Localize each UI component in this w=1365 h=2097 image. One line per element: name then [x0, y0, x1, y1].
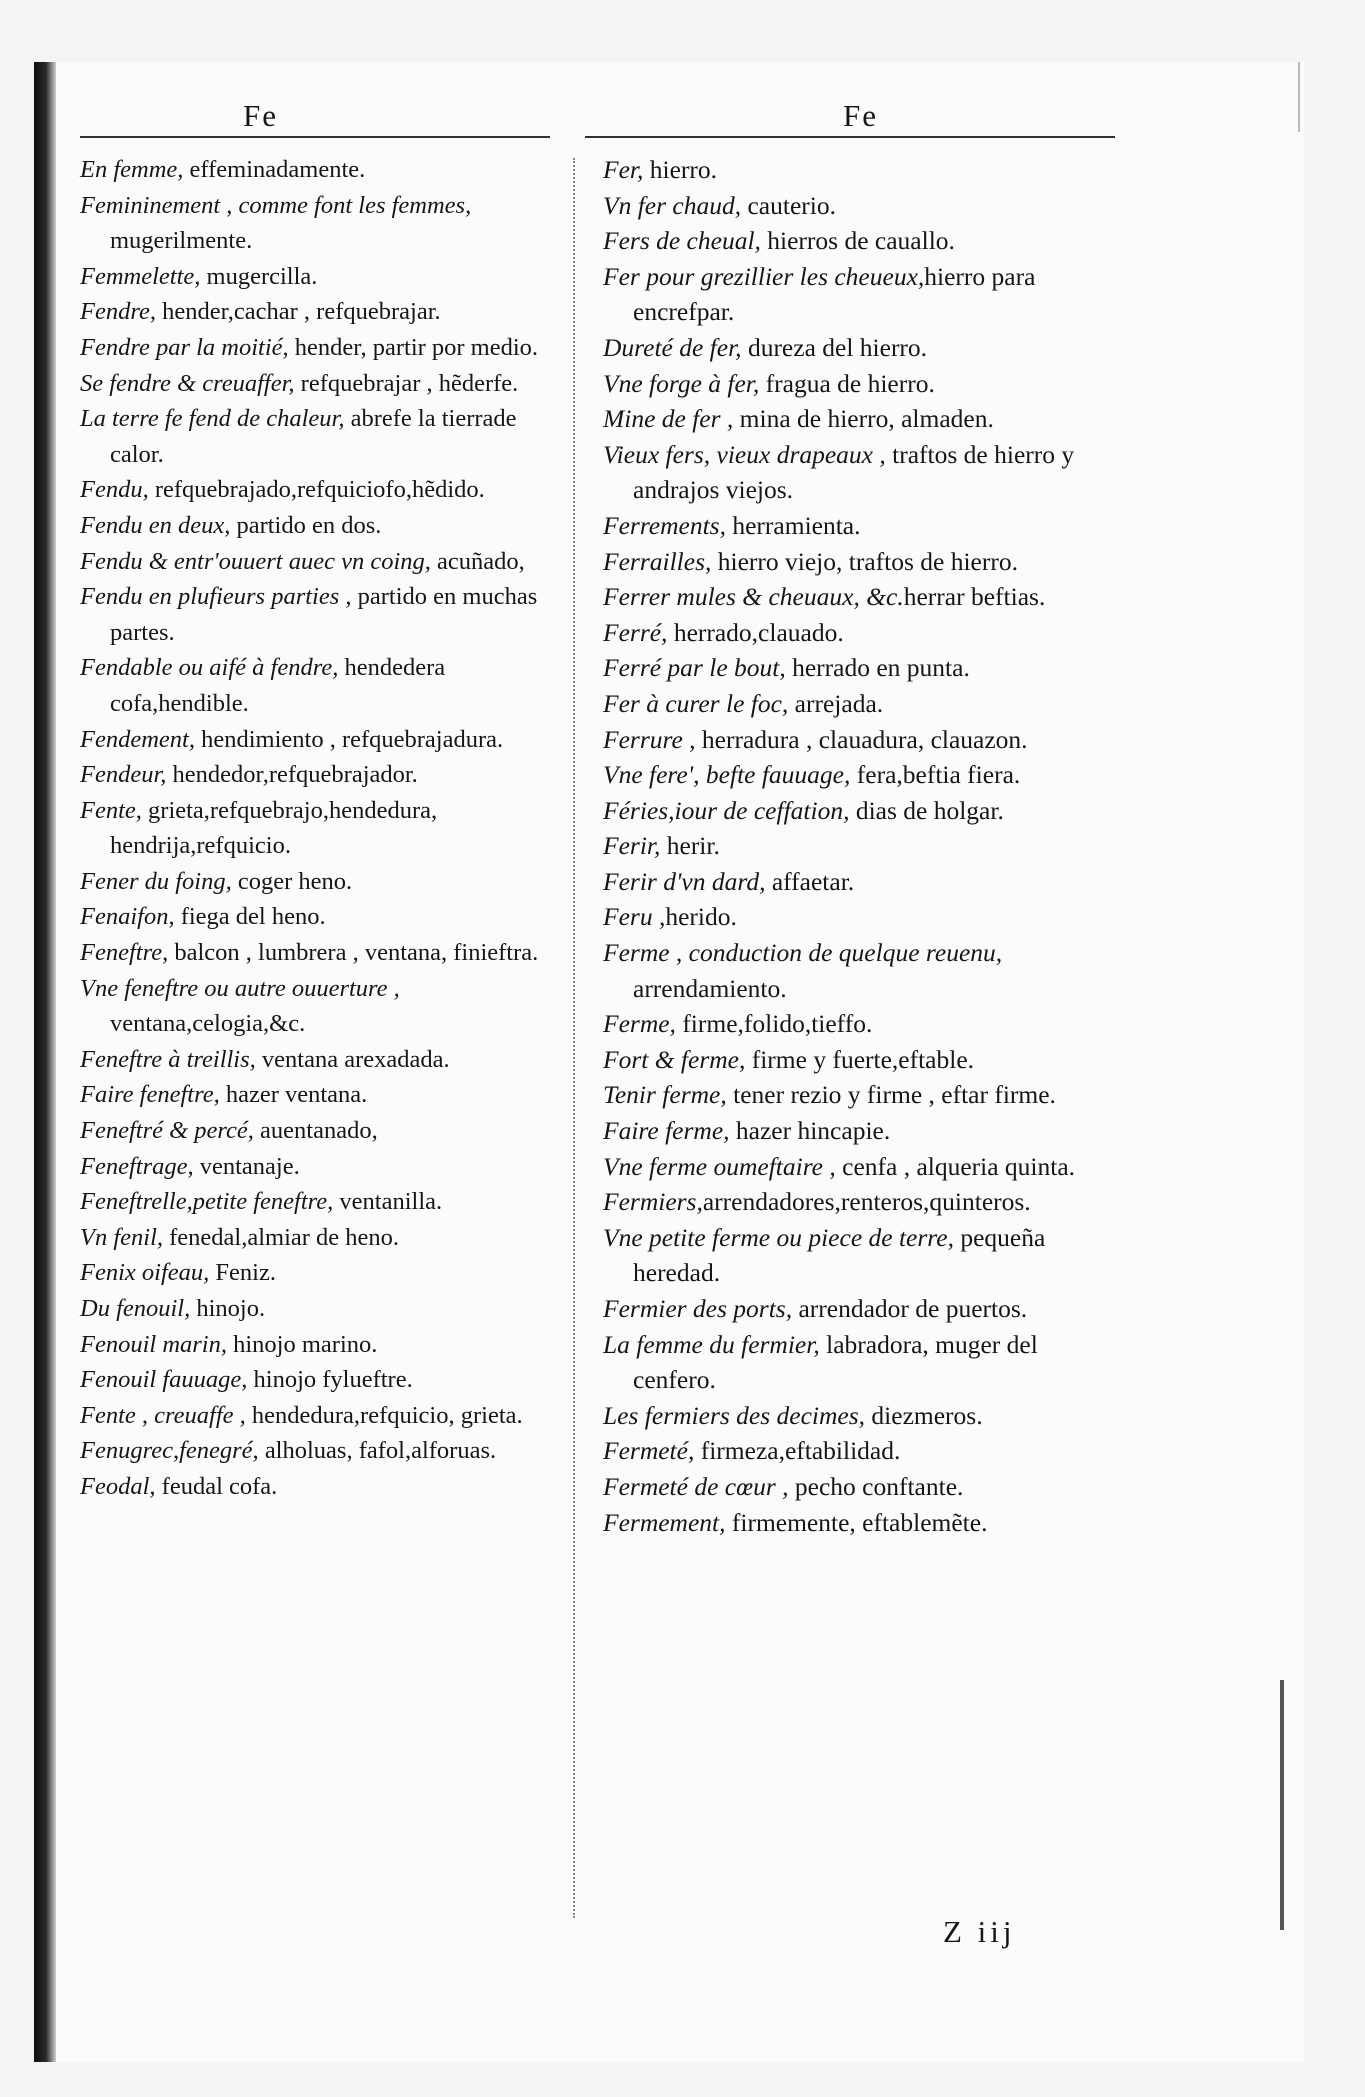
dictionary-entry: [80, 935, 545, 971]
entry-headword: Fendement,: [80, 725, 195, 753]
dictionary-entry: [603, 401, 1123, 437]
entry-gloss: herrado en punta.: [785, 653, 970, 683]
dictionary-entry: [80, 330, 545, 366]
entry-gloss: coger heno.: [231, 867, 353, 895]
dictionary-entry: [80, 259, 545, 295]
dictionary-entry: [80, 1149, 545, 1185]
book-binding-shadow: [34, 62, 56, 2062]
entry-headword: Vn fer chaud,: [603, 190, 742, 220]
entry-headword: Feneftre à treillis,: [80, 1045, 256, 1073]
dictionary-entry: [80, 1042, 545, 1078]
entry-gloss: mina de hierro, almaden.: [733, 404, 994, 434]
dictionary-entry: [80, 1220, 545, 1256]
entry-headword: Fendu & entr'ouuert auec vn coing,: [80, 547, 431, 575]
dictionary-entry: [603, 1077, 1123, 1113]
entry-headword: Ferrailles,: [603, 546, 712, 576]
dictionary-entry: [80, 366, 545, 402]
entry-gloss: ventana,celogia,&c.: [110, 1010, 306, 1038]
dictionary-entry: [603, 508, 1123, 544]
entry-gloss: hinojo marino.: [227, 1330, 378, 1358]
entry-headword: Ferré,: [603, 617, 668, 647]
entry-headword: Dureté de fer,: [603, 332, 742, 362]
entry-gloss: diezmeros.: [865, 1400, 983, 1430]
entry-headword: Fenouil marin,: [80, 1330, 227, 1358]
entry-gloss: fiega del heno.: [174, 903, 326, 931]
dictionary-entry: [603, 1149, 1123, 1185]
entry-gloss: hierro para encrefpar.: [633, 261, 1036, 327]
dictionary-entry: [603, 1327, 1123, 1398]
entry-gloss: ventana arexadada.: [255, 1045, 450, 1073]
entry-gloss: labradora, muger del cenfero.: [633, 1329, 1038, 1395]
entry-headword: Fermement,: [603, 1507, 726, 1537]
entry-headword: Ferrements,: [603, 510, 726, 540]
dictionary-entry: [603, 152, 1123, 188]
entry-headword: Fenix oifeau,: [80, 1259, 210, 1287]
entry-gloss: affaetar.: [765, 866, 855, 896]
dictionary-entry: [603, 615, 1123, 651]
dictionary-entry: [603, 722, 1123, 758]
entry-headword: Vn fenil,: [80, 1223, 164, 1251]
entry-gloss: hendedura,refquicio, grieta.: [245, 1401, 523, 1429]
entry-headword: Fers de cheual,: [603, 226, 761, 256]
dictionary-column-left: [80, 152, 545, 1505]
header-rule-right: [585, 136, 1115, 138]
dictionary-entry: [80, 722, 545, 758]
entry-gloss: ventanaje.: [193, 1152, 300, 1180]
entry-headword: Fente , creuaffe ,: [80, 1401, 246, 1429]
entry-headword: Ferme,: [603, 1009, 676, 1039]
page-edge-mark-top: [1298, 62, 1300, 132]
entry-gloss: effeminadamente.: [183, 156, 366, 183]
entry-gloss: feudal cofa.: [155, 1472, 278, 1500]
entry-gloss: mugercilla.: [200, 262, 318, 290]
signature-mark: Z iij: [943, 1914, 1016, 1949]
entry-headword: Fer,: [603, 155, 644, 184]
header-rule-left: [80, 136, 550, 138]
running-header-right: Fe: [843, 98, 878, 133]
dictionary-entry: [80, 1291, 545, 1327]
entry-gloss: hendedor,refquebrajador.: [166, 761, 418, 789]
entry-gloss: herido.: [665, 902, 737, 932]
entry-gloss: hierro.: [643, 155, 718, 184]
entry-gloss: auentanado,: [253, 1117, 378, 1145]
entry-gloss: herramienta.: [725, 510, 861, 540]
dictionary-entry: [603, 330, 1123, 366]
dictionary-column-right: [603, 152, 1123, 1540]
entry-headword: Ferir,: [603, 831, 661, 861]
dictionary-entry: [80, 1398, 545, 1434]
entry-headword: Fendu en plufieurs parties ,: [80, 583, 352, 611]
entry-headword: Ferrure ,: [603, 724, 696, 754]
entry-gloss: refquebrajar , hẽderfe.: [294, 369, 519, 397]
entry-headword: Feneftre,: [80, 939, 169, 967]
entry-gloss: balcon , lumbrera , ventana, finieftra.: [168, 939, 539, 967]
dictionary-entry: [80, 757, 545, 793]
dictionary-entry: [80, 864, 545, 900]
entry-gloss: ventanilla.: [333, 1188, 443, 1216]
entry-gloss: hender, partir por medio.: [288, 333, 539, 361]
entry-gloss: firmemente, eftablemẽte.: [725, 1507, 988, 1537]
entry-headword: Fenaifon,: [80, 903, 175, 931]
entry-headword: Vne ferme oumeftaire ,: [603, 1151, 836, 1181]
entry-headword: Fermier des ports,: [603, 1294, 793, 1323]
dictionary-entry: [603, 686, 1123, 722]
entry-headword: Feodal,: [80, 1472, 156, 1500]
entry-gloss: fenedal,almiar de heno.: [163, 1223, 400, 1251]
dictionary-entry: [603, 366, 1123, 402]
entry-headword: Fort & ferme,: [603, 1044, 746, 1074]
entry-gloss: refquebrajado,refquiciofo,hẽdido.: [148, 476, 485, 504]
entry-headword: Fer pour grezillier les cheueux,: [603, 261, 925, 291]
entry-headword: Vne forge à fer,: [603, 368, 760, 398]
entry-gloss: herrar beftias.: [903, 582, 1046, 612]
entry-gloss: hender,cachar , refquebrajar.: [155, 298, 441, 326]
entry-gloss: mugerilmente.: [110, 227, 253, 255]
dictionary-entry: [80, 1433, 545, 1469]
entry-gloss: alholuas, fafol,alforuas.: [258, 1437, 497, 1465]
entry-headword: Vne feneftre ou autre ouuerture ,: [80, 974, 400, 1002]
dictionary-entry: [603, 579, 1123, 615]
entry-headword: Feru ,: [603, 902, 666, 932]
entry-gloss: arrendador de puertos.: [792, 1294, 1028, 1323]
entry-headword: Fendeur,: [80, 761, 167, 789]
dictionary-entry: [80, 472, 545, 508]
entry-headword: La femme du fermier,: [603, 1329, 820, 1359]
dictionary-entry: [80, 1077, 545, 1113]
entry-gloss: hazer hincapie.: [729, 1116, 891, 1146]
entry-headword: Fermeté de cœur ,: [603, 1471, 789, 1501]
entry-headword: Ferir d'vn dard,: [603, 866, 766, 896]
entry-gloss: hendimiento , refquebrajadura.: [194, 725, 504, 753]
entry-headword: Feneftré & percé,: [80, 1117, 254, 1145]
entry-gloss: fragua de hierro.: [759, 368, 935, 398]
entry-headword: Feneftrelle,petite feneftre,: [80, 1188, 334, 1216]
entry-gloss: cenfa , alqueria quinta.: [835, 1151, 1076, 1181]
entry-headword: Ferré par le bout,: [603, 653, 786, 683]
entry-gloss: herradura , clauadura, clauazon.: [695, 724, 1028, 754]
entry-headword: Fenugrec,fenegré,: [80, 1437, 259, 1465]
entry-headword: Les fermiers des decimes,: [603, 1400, 866, 1430]
dictionary-entry: [80, 294, 545, 330]
dictionary-entry: [603, 864, 1123, 900]
dictionary-entry: [603, 1184, 1123, 1220]
entry-gloss: firmeza,eftabilidad.: [694, 1436, 901, 1466]
entry-headword: Fendu en deux,: [80, 511, 231, 539]
entry-gloss: firme y fuerte,eftable.: [745, 1044, 975, 1074]
entry-gloss: abrefe la tierrade calor.: [110, 405, 517, 468]
entry-headword: Fer à curer le foc,: [603, 688, 789, 718]
entry-headword: Féries,iour de ceffation,: [603, 795, 850, 825]
entry-gloss: fera,beftia fiera.: [850, 760, 1021, 790]
entry-headword: Fendre par la moitié,: [80, 333, 289, 361]
entry-gloss: herir.: [660, 831, 720, 861]
dictionary-entry: [603, 1469, 1123, 1505]
entry-gloss: grieta,refquebrajo,hendedura, hendrija,refquicio.: [110, 796, 438, 860]
entry-gloss: pequeña heredad.: [633, 1222, 1046, 1288]
dictionary-entry: [603, 1220, 1123, 1291]
dictionary-entry: [603, 188, 1123, 224]
dictionary-entry: [80, 650, 545, 721]
entry-headword: Faire feneftre,: [80, 1081, 220, 1109]
entry-headword: Feneftrage,: [80, 1152, 194, 1180]
entry-gloss: hinojo.: [190, 1295, 266, 1322]
entry-headword: Mine de fer ,: [603, 404, 734, 434]
entry-headword: Fermiers,: [603, 1187, 703, 1217]
entry-headword: Faire ferme,: [603, 1116, 730, 1146]
dictionary-entry: [603, 1291, 1123, 1327]
entry-headword: Vieux fers, vieux drapeaux ,: [603, 439, 886, 469]
dictionary-entry: [603, 1006, 1123, 1042]
dictionary-entry: [80, 579, 545, 650]
dictionary-entry: [603, 650, 1123, 686]
entry-gloss: acuñado,: [430, 547, 525, 575]
dictionary-entry: [603, 544, 1123, 580]
dictionary-entry: [80, 1184, 545, 1220]
dictionary-entry: [80, 508, 545, 544]
dictionary-entry: [603, 899, 1123, 935]
entry-gloss: tener rezio y firme , eftar firme.: [726, 1080, 1056, 1110]
dictionary-entry: [603, 828, 1123, 864]
entry-gloss: Feniz.: [209, 1259, 276, 1287]
dictionary-entry: [603, 223, 1123, 259]
entry-headword: En femme,: [80, 156, 184, 183]
dictionary-entry: [80, 971, 545, 1042]
entry-gloss: hinojo fylueftre.: [247, 1366, 413, 1394]
entry-gloss: partido en muchas partes.: [110, 583, 538, 646]
entry-headword: Fendre,: [80, 298, 156, 326]
entry-headword: Fendu,: [80, 476, 149, 504]
entry-gloss: arrejada.: [788, 688, 884, 718]
entry-gloss: dureza del hierro.: [741, 332, 928, 362]
entry-headword: Fenouil fauuage,: [80, 1366, 248, 1394]
entry-headword: Ferrer mules & cheuaux, &c.: [603, 582, 904, 612]
entry-headword: Du fenouil,: [80, 1295, 191, 1322]
dictionary-entry: [603, 1433, 1123, 1469]
dictionary-entry: [603, 1398, 1123, 1434]
entry-gloss: cauterio.: [741, 190, 836, 220]
dictionary-entry: [603, 757, 1123, 793]
dictionary-entry: [80, 544, 545, 580]
dictionary-entry: [80, 1469, 545, 1505]
entry-headword: Vne fere', befte fauuage,: [603, 760, 851, 790]
dictionary-entry: [80, 188, 545, 259]
entry-headword: Femininement , comme font les femmes,: [80, 191, 472, 219]
entry-gloss: hierros de cauallo.: [760, 226, 955, 256]
dictionary-entry: [603, 1505, 1123, 1541]
dictionary-entry: [603, 259, 1123, 330]
dictionary-entry: [80, 401, 545, 472]
entry-headword: Fendable ou aifé à fendre,: [80, 654, 339, 682]
entry-headword: La terre fe fend de chaleur,: [80, 405, 345, 433]
dictionary-entry: [603, 935, 1123, 1006]
entry-gloss: traftos de hierro y andrajos viejos.: [633, 439, 1075, 505]
entry-gloss: arrendamiento.: [633, 973, 787, 1003]
dictionary-entry: [80, 152, 545, 188]
entry-gloss: hendedera cofa,hendible.: [110, 654, 446, 717]
entry-headword: Vne petite ferme ou piece de terre,: [603, 1222, 954, 1252]
dictionary-entry: [80, 899, 545, 935]
entry-gloss: hierro viejo, traftos de hierro.: [711, 546, 1018, 576]
entry-headword: Fener du foing,: [80, 867, 232, 895]
entry-gloss: hazer ventana.: [219, 1081, 368, 1109]
entry-headword: Fermeté,: [603, 1436, 695, 1466]
dictionary-entry: [80, 1113, 545, 1149]
entry-gloss: firme,folido,tieffo.: [675, 1009, 873, 1039]
dictionary-entry: [603, 437, 1123, 508]
dictionary-entry: [603, 1113, 1123, 1149]
page-edge-mark: [1280, 1680, 1284, 1930]
dictionary-entry: [80, 793, 545, 864]
dictionary-entry: [80, 1255, 545, 1291]
entry-gloss: dias de holgar.: [849, 795, 1004, 825]
entry-headword: Ferme , conduction de quelque reuenu,: [603, 938, 1003, 968]
entry-gloss: partido en dos.: [230, 511, 382, 539]
entry-gloss: herrado,clauado.: [667, 617, 844, 647]
entry-headword: Fente,: [80, 796, 142, 824]
entry-headword: Femmelette,: [80, 262, 201, 290]
dictionary-entry: [603, 793, 1123, 829]
dictionary-entry: [603, 1042, 1123, 1078]
dictionary-entry: [80, 1327, 545, 1363]
entry-gloss: arrendadores,renteros,quinteros.: [702, 1187, 1031, 1217]
entry-headword: Se fendre & creuaffer,: [80, 369, 295, 397]
dictionary-entry: [80, 1362, 545, 1398]
entry-gloss: pecho conftante.: [788, 1471, 964, 1501]
entry-headword: Tenir ferme,: [603, 1080, 727, 1110]
running-header-left: Fe: [243, 98, 278, 133]
column-divider: [573, 158, 576, 1918]
